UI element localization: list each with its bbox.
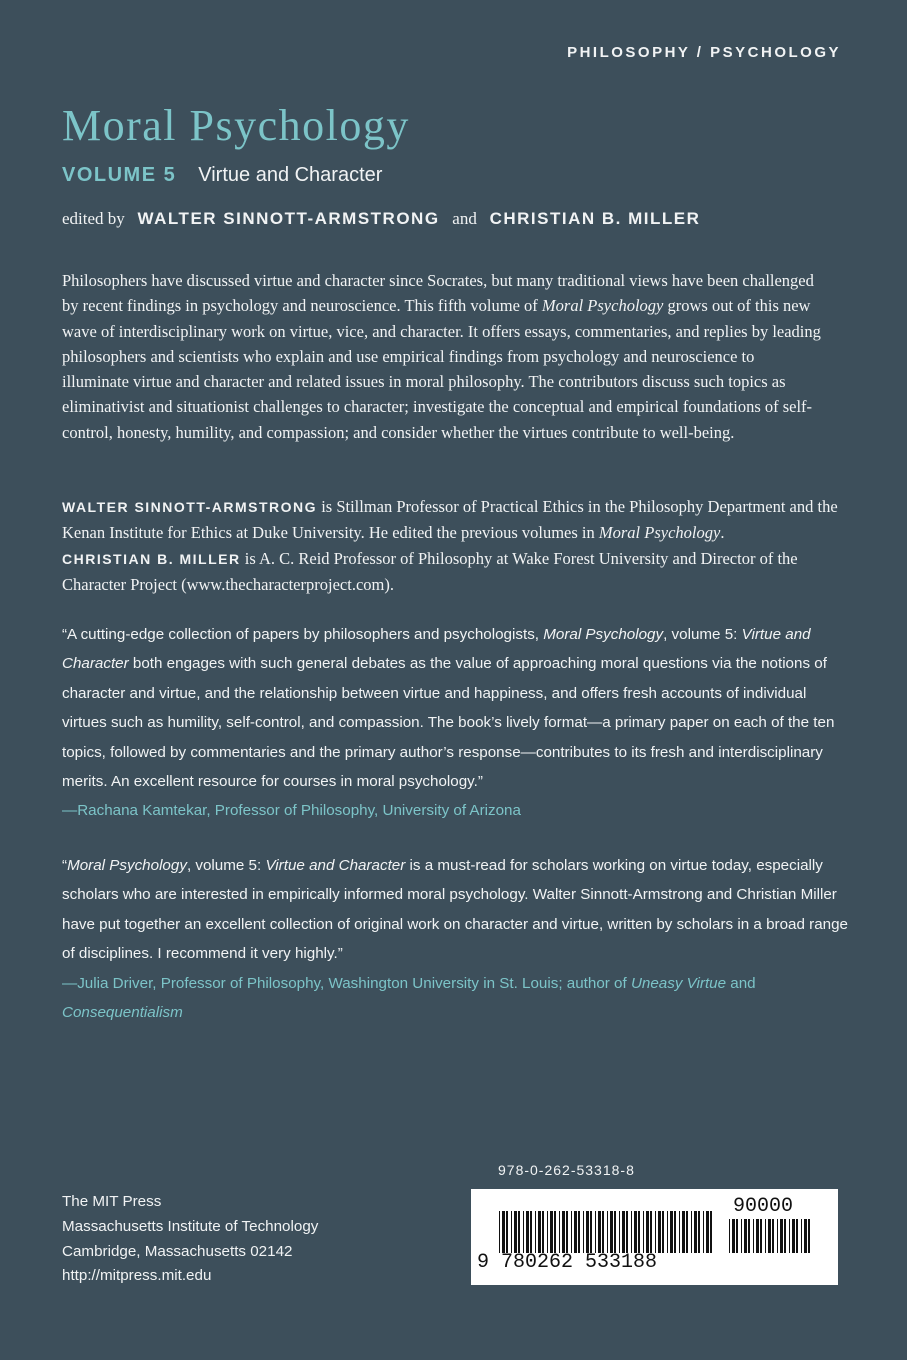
blurb-1-italic-1: Moral Psychology (543, 626, 664, 643)
bio-name-1: WALTER SINNOTT-ARMSTRONG (62, 499, 318, 515)
barcode-price-code: 90000 (733, 1195, 794, 1218)
bio-italic-1: Moral Psychology (598, 523, 721, 543)
bio-text-2: is A. C. Reid Professor of Philosophy at Wake Forest University and Director of the Character Project (www.thecharacterproject.com). (62, 548, 798, 594)
edited-by-prefix: edited by (62, 209, 125, 228)
blurb-1-attribution: —Rachana Kamtekar, Professor of Philosophy, University of Arizona (62, 802, 521, 820)
blurb-2-attr-text: —Julia Driver, Professor of Philosophy, Washington University in St. Louis; author of (62, 974, 631, 992)
publisher-name: The MIT Press (62, 1193, 162, 1210)
bio-end-1: . (720, 523, 725, 543)
description-text-2: grows out of this new wave of interdisciplinary work on virtue, vice, and character. It offers essays, commentaries, and replies by leading philosophers and scientists who explain and use empirical findings from psychology and neuroscience to illuminate virtue and character and related issues in moral philosophy. The contributors discuss such topics as eliminativist and situationist challenges to character; investigate the conceptual and empirical foundations of self-control, honesty, humility, and compassion; and consider whether the virtues contribute to well-being. (62, 296, 821, 442)
blurb-1-text (62, 620, 852, 796)
blurb-2 (62, 851, 852, 1027)
blurb-2-rest: is a must-read for scholars working on virtue today, especially scholars who are interested in empirically informed moral psychology. Walter Sinnott-Armstrong and Christian Miller have put together an excellent collection of original work on character and virtue, written by scholars in a broad range of disciplines. I recommend it very highly.” (62, 857, 848, 963)
volume-label: VOLUME 5 (62, 164, 177, 186)
editor-1: WALTER SINNOTT-ARMSTRONG (137, 209, 440, 228)
blurb-2-mid: , volume 5: (186, 857, 266, 874)
book-title: Moral Psychology (62, 101, 410, 150)
description-text-1: Philosophers have discussed virtue and character since Socrates, but many traditional views have been challenged by recent findings in psychology and neuroscience. This fifth volume of (62, 271, 814, 316)
blurb-2-open: “ (62, 857, 68, 874)
category-label: PHILOSOPHY / PSYCHOLOGY (567, 44, 841, 61)
bio-text-1: is Stillman Professor of Practical Ethics in the Philosophy Department and the Kenan Institute for Ethics at Duke University. He edited the previous volumes in (62, 497, 838, 543)
blurb-2-attr-italic-1: Uneasy Virtue (630, 974, 727, 992)
isbn-barcode (471, 1189, 838, 1285)
editors-conjunction: and (452, 209, 477, 228)
bio-name-2: CHRISTIAN B. MILLER (62, 550, 241, 567)
blurb-1 (62, 620, 852, 826)
isbn-text: 978-0-262-53318-8 (498, 1162, 635, 1178)
publisher-info (62, 1190, 318, 1289)
editors-line (62, 209, 700, 229)
subtitle: Virtue and Character (198, 164, 383, 186)
blurb-2-attr-and: and (726, 974, 756, 992)
blurb-2-attribution (62, 969, 852, 1028)
blurb-2-text (62, 851, 852, 969)
description-italic-title: Moral Psychology (541, 296, 664, 316)
blurb-2-italic-1: Moral Psychology (67, 857, 187, 874)
blurb-1-open: “A cutting-edge collection of papers by philosophers and psychologists, (62, 626, 544, 643)
blurb-2-attr-italic-2: Consequentialism (62, 1004, 183, 1022)
barcode-digits: 9 780262 533188 (477, 1251, 658, 1274)
publisher-institution: Massachusetts Institute of Technology (62, 1217, 319, 1235)
editor-2: CHRISTIAN B. MILLER (489, 209, 701, 228)
blurb-1-italic-2: Virtue and Character (62, 626, 811, 673)
publisher-url: http://mitpress.mit.edu (62, 1267, 212, 1285)
description (62, 268, 822, 445)
blurb-1-mid: , volume 5: (663, 626, 742, 643)
editor-bios (62, 494, 842, 597)
blurb-1-rest: both engages with such general debates as the value of approaching moral questions via the notions of character and virtue, and the relationship between virtue and happiness, and offers fresh accounts of individual virtues such as humility, self-control, and compassion. The book’s lively format—a primary paper on each of the ten topics, followed by commentaries and the primary author’s response—contributes to its fresh and interdisciplinary merits. An excellent resource for courses in moral psychology.” (62, 655, 835, 791)
blurb-2-italic-2: Virtue and Character (265, 857, 406, 874)
volume-line (62, 164, 382, 187)
publisher-address: Cambridge, Massachusetts 02142 (62, 1242, 293, 1260)
